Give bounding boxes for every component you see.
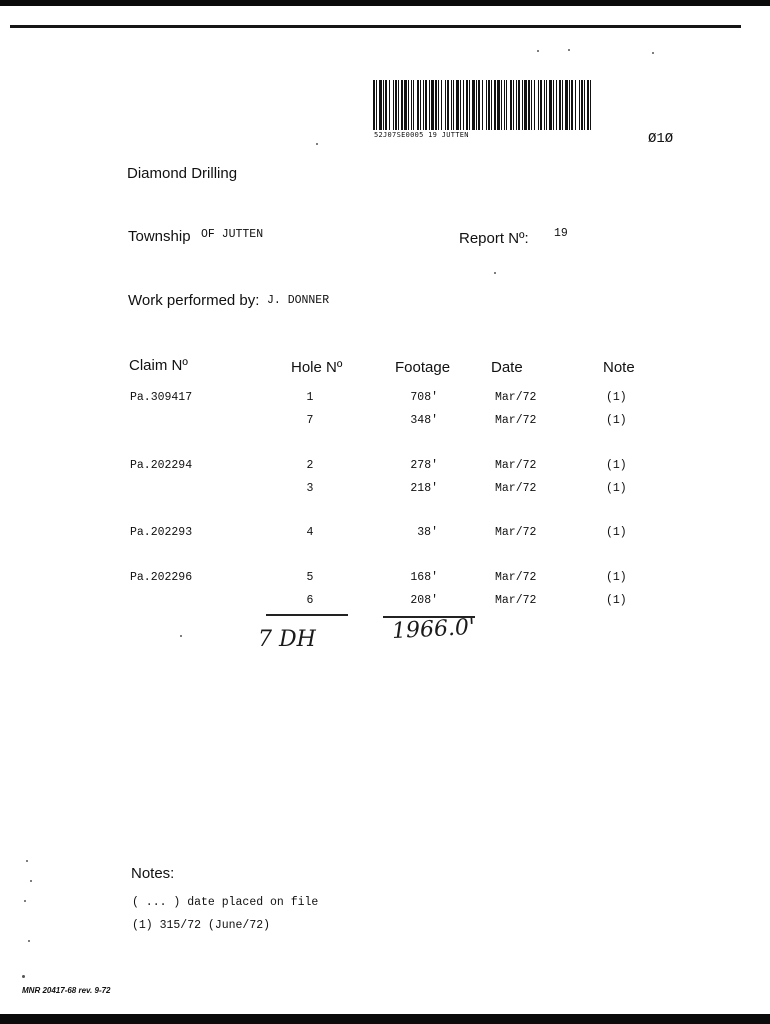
holes-total-rule <box>266 614 348 616</box>
barcode-bar <box>571 80 573 130</box>
scan-speck <box>28 940 30 942</box>
township-value: OF JUTTEN <box>201 228 264 241</box>
cell-date: Mar/72 <box>495 459 537 472</box>
barcode-bar <box>413 80 414 130</box>
barcode-bar <box>538 80 539 130</box>
barcode-bar <box>385 80 387 130</box>
cell-date: Mar/72 <box>495 391 537 404</box>
scan-speck <box>30 880 32 882</box>
report-number-label: Report Nº: <box>459 230 529 247</box>
barcode-bar <box>510 80 512 130</box>
scan-speck <box>568 49 570 51</box>
notes-line: (1) 315/72 (June/72) <box>132 919 271 932</box>
cell-claim: Pa.202293 <box>130 526 193 539</box>
cell-footage: 708' <box>410 391 438 404</box>
cell-claim: Pa.202296 <box>130 571 193 584</box>
scan-speck <box>22 975 25 978</box>
barcode-bar <box>393 80 394 130</box>
barcode-bar <box>513 80 514 130</box>
barcode-bar <box>531 80 532 130</box>
cell-footage: 278' <box>410 459 438 472</box>
column-header-hole: Hole Nº <box>291 359 343 376</box>
barcode-image <box>373 80 591 130</box>
barcode-bar <box>398 80 399 130</box>
scan-speck <box>24 900 26 902</box>
barcode-bar <box>518 80 520 130</box>
form-number: MNR 20417-68 rev. 9-72 <box>22 986 111 995</box>
table-row <box>0 391 770 409</box>
barcode-bar <box>540 80 542 130</box>
barcode-bar <box>376 80 377 130</box>
barcode-bar <box>575 80 576 130</box>
barcode-bar <box>486 80 487 130</box>
barcode-bar <box>528 80 530 130</box>
cell-date: Mar/72 <box>495 571 537 584</box>
cell-hole: 3 <box>306 482 314 495</box>
handwritten-total-footage: 1966.0' <box>391 614 476 645</box>
barcode-bar <box>389 80 390 130</box>
barcode-bar <box>451 80 452 130</box>
barcode-bar <box>516 80 517 130</box>
barcode-bar <box>447 80 449 130</box>
cell-claim: Pa.202294 <box>130 459 193 472</box>
table-row <box>0 459 770 477</box>
cell-hole: 4 <box>306 526 314 539</box>
barcode-bar <box>590 80 591 130</box>
barcode-bar <box>460 80 461 130</box>
barcode-bar <box>556 80 557 130</box>
cell-claim: Pa.309417 <box>130 391 193 404</box>
scan-speck <box>180 635 182 637</box>
barcode-bar <box>441 80 442 130</box>
barcode-bar <box>395 80 397 130</box>
cell-note: (1) <box>606 594 627 607</box>
barcode-bar <box>478 80 480 130</box>
cell-date: Mar/72 <box>495 414 537 427</box>
barcode-bar <box>438 80 439 130</box>
barcode-text: 52J07SE0005 19 JUTTEN <box>374 131 469 139</box>
barcode-bar <box>524 80 527 130</box>
cell-note: (1) <box>606 391 627 404</box>
barcode-bar <box>544 80 545 130</box>
barcode-bar <box>559 80 561 130</box>
table-row <box>0 594 770 612</box>
table-row <box>0 414 770 432</box>
scan-speck <box>652 52 654 54</box>
barcode-bar <box>401 80 403 130</box>
barcode-bar <box>482 80 483 130</box>
barcode-bar <box>411 80 412 130</box>
cell-hole: 2 <box>306 459 314 472</box>
barcode-bar <box>445 80 446 130</box>
barcode-bar <box>569 80 570 130</box>
barcode-bar <box>456 80 459 130</box>
barcode-bar <box>491 80 492 130</box>
barcode-bar <box>431 80 434 130</box>
barcode-bar <box>579 80 580 130</box>
scan-speck <box>537 50 539 52</box>
barcode-bar <box>476 80 477 130</box>
scan-top-border <box>0 0 770 6</box>
table-row <box>0 526 770 544</box>
barcode-bar <box>534 80 535 130</box>
barcode-bar <box>408 80 409 130</box>
barcode-bar <box>466 80 468 130</box>
barcode-bar <box>581 80 583 130</box>
column-header-footage: Footage <box>395 359 451 376</box>
cell-hole: 1 <box>306 391 314 404</box>
cell-note: (1) <box>606 459 627 472</box>
cell-note: (1) <box>606 571 627 584</box>
scan-speck <box>26 860 28 862</box>
barcode-bar <box>565 80 568 130</box>
cell-hole: 7 <box>306 414 314 427</box>
cell-date: Mar/72 <box>495 594 537 607</box>
column-header-claim: Claim Nº <box>129 357 188 374</box>
barcode-bar <box>435 80 437 130</box>
cell-footage: 38' <box>417 526 438 539</box>
scan-speck <box>494 272 496 274</box>
barcode-bar <box>383 80 384 130</box>
barcode-bar <box>501 80 502 130</box>
barcode-bar <box>404 80 407 130</box>
barcode-bar <box>546 80 547 130</box>
barcode-bar <box>549 80 552 130</box>
cell-footage: 168' <box>410 571 438 584</box>
scan-bottom-border <box>0 1014 770 1024</box>
barcode-bar <box>472 80 475 130</box>
cell-hole: 5 <box>306 571 314 584</box>
barcode-bar <box>429 80 430 130</box>
table-row <box>0 571 770 589</box>
notes-line: ( ... ) date placed on file <box>132 896 319 909</box>
column-header-note: Note <box>603 359 635 376</box>
barcode-bar <box>417 80 419 130</box>
barcode-bar <box>522 80 523 130</box>
barcode-bar <box>420 80 421 130</box>
cell-footage: 218' <box>410 482 438 495</box>
cell-footage: 348' <box>410 414 438 427</box>
barcode-bar <box>497 80 500 130</box>
cell-date: Mar/72 <box>495 526 537 539</box>
top-rule <box>10 25 741 28</box>
document-title: Diamond Drilling <box>127 165 238 182</box>
barcode-bar <box>463 80 464 130</box>
barcode-bar <box>373 80 375 130</box>
handwritten-total-holes: 7 DH <box>258 627 316 652</box>
barcode-bar <box>587 80 589 130</box>
work-performed-value: J. DONNER <box>267 294 330 307</box>
file-code: Ø1Ø <box>648 131 674 147</box>
column-header-date: Date <box>491 359 523 376</box>
cell-note: (1) <box>606 482 627 495</box>
work-performed-label: Work performed by: <box>128 292 260 309</box>
barcode-bar <box>504 80 505 130</box>
notes-heading: Notes: <box>131 865 175 882</box>
barcode-bar <box>506 80 507 130</box>
barcode-bar <box>494 80 496 130</box>
report-number-value: 19 <box>554 227 568 240</box>
barcode-bar <box>488 80 490 130</box>
barcode-bar <box>425 80 427 130</box>
barcode-bar <box>584 80 585 130</box>
cell-date: Mar/72 <box>495 482 537 495</box>
barcode-bar <box>423 80 424 130</box>
barcode-bar <box>453 80 454 130</box>
cell-note: (1) <box>606 414 627 427</box>
barcode-bar <box>562 80 563 130</box>
barcode-bar <box>379 80 382 130</box>
cell-note: (1) <box>606 526 627 539</box>
township-label: Township <box>128 228 191 245</box>
barcode-bar <box>553 80 554 130</box>
barcode-bar <box>469 80 470 130</box>
scan-speck <box>316 143 318 145</box>
table-row <box>0 482 770 500</box>
cell-footage: 208' <box>410 594 438 607</box>
cell-hole: 6 <box>306 594 314 607</box>
